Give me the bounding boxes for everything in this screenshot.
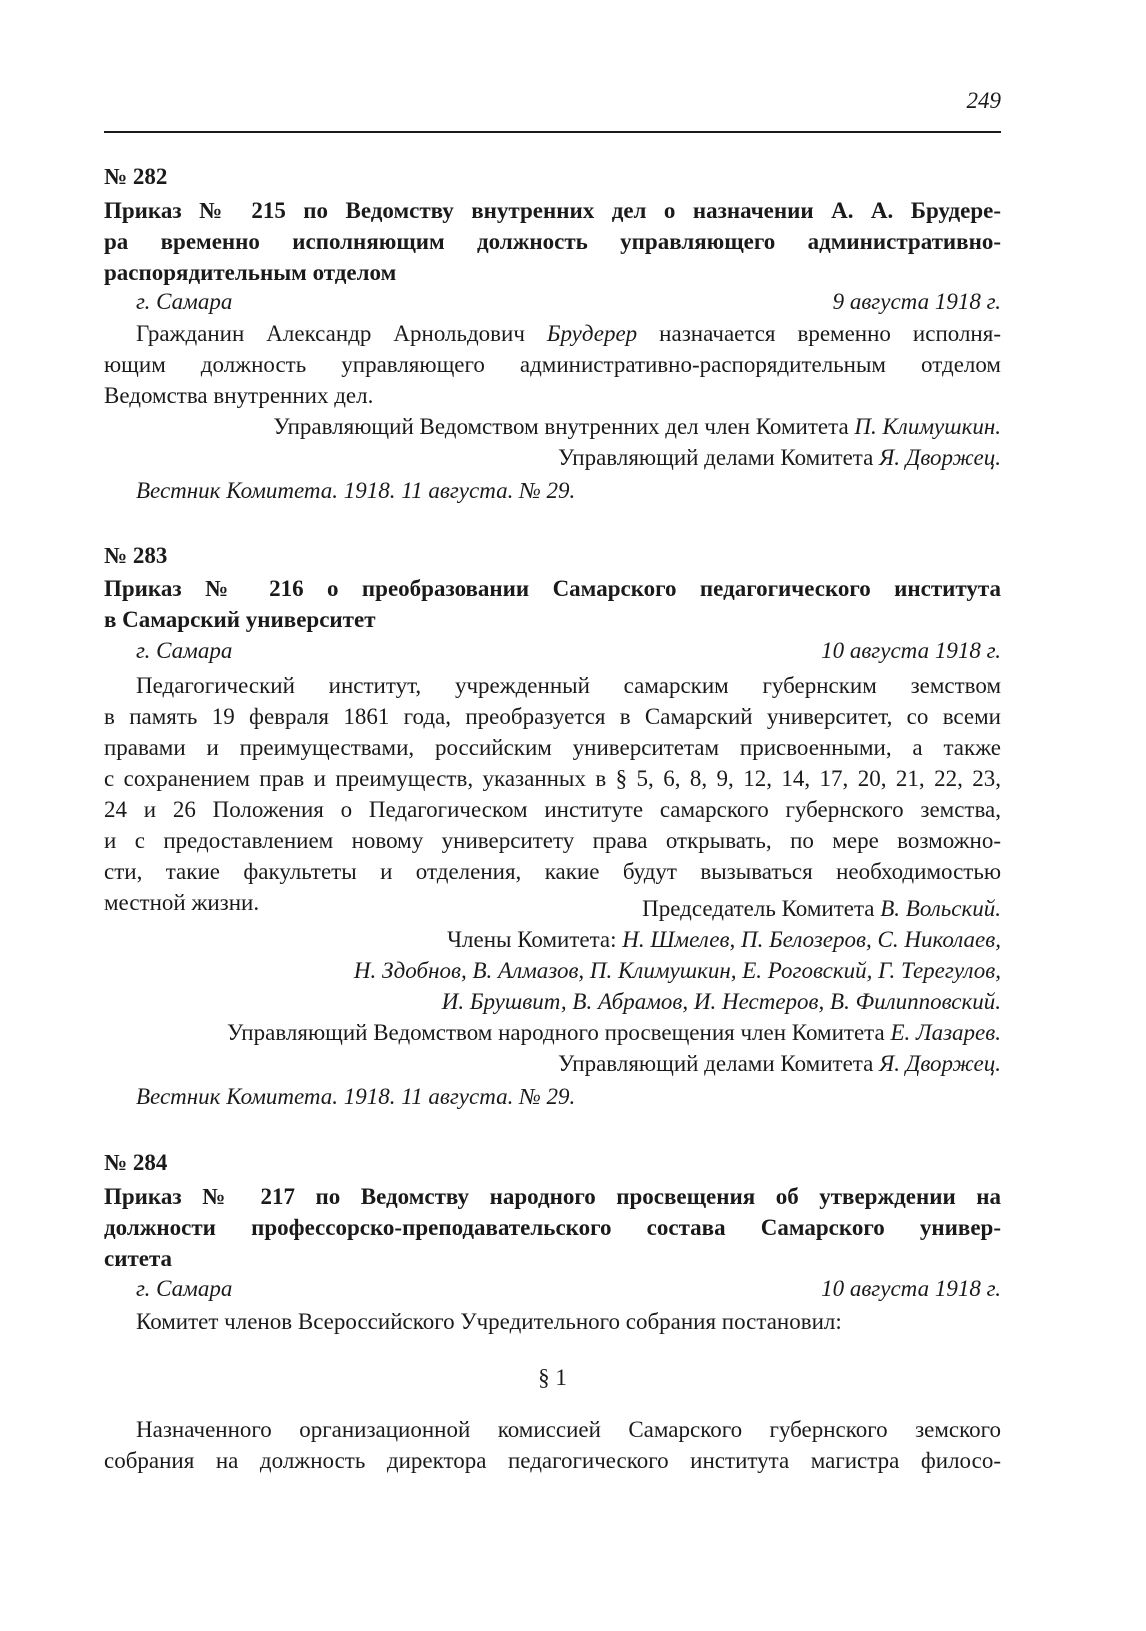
header-rule bbox=[104, 131, 1001, 133]
doc-282-source: Вестник Комитета. 1918. 11 августа. № 29. bbox=[136, 478, 576, 503]
date: 10 августа 1918 г. bbox=[821, 1276, 1001, 1301]
body-line: местной жизни. bbox=[104, 890, 260, 915]
date: 9 августа 1918 г. bbox=[832, 289, 1001, 314]
body-line: с сохранением прав и преимуществ, указанных в § 5, 6, 8, 9, 12, 14, 17, 20, 21, 22, 23, bbox=[104, 766, 1001, 791]
body-line: сти, такие факультеты и отделения, какие будут вызываться необходимостью bbox=[104, 859, 1001, 884]
doc-284-title bbox=[104, 1181, 1001, 1274]
title-line: ситета bbox=[104, 1246, 173, 1271]
doc-282-title bbox=[104, 195, 1001, 288]
doc-283-chair: Председатель Комитета В. Вольский. bbox=[642, 896, 1001, 921]
doc-283-members-3: И. Брушвит, В. Абрамов, И. Нестеров, В. Филипповский. bbox=[441, 989, 1001, 1014]
body-line: Назначенного организационной комиссией Самарского губернского земского bbox=[136, 1417, 1001, 1442]
doc-283-title bbox=[104, 573, 1001, 635]
body-line: 24 и 26 Положения о Педагогическом институте самарского губернского земства, bbox=[104, 797, 1001, 822]
body-line: правами и преимуществами, российским университетам присвоенными, а также bbox=[104, 735, 1001, 760]
title-line: распорядительным отделом bbox=[104, 260, 397, 285]
doc-283-members-2: Н. Здобнов, В. Алмазов, П. Климушкин, Е. Роговский, Г. Терегулов, bbox=[353, 958, 1001, 983]
body-line: в память 19 февраля 1861 года, преобразуется в Самарский университет, со всеми bbox=[104, 704, 1001, 729]
title-line: Приказ № 216 о преобразовании Самарского педагогического института bbox=[104, 576, 1001, 601]
date: 10 августа 1918 г. bbox=[821, 638, 1001, 663]
doc-283-members-1: Члены Комитета: Н. Шмелев, П. Белозеров, С. Николаев, bbox=[447, 927, 1001, 952]
place: г. Самара bbox=[136, 1276, 233, 1301]
doc-284-number: № 284 bbox=[104, 1150, 168, 1175]
body-line: Педагогический институт, учрежденный самарским губернским земством bbox=[136, 673, 1001, 698]
doc-282-number: № 282 bbox=[104, 164, 168, 189]
body-line: Ведомства внутренних дел. bbox=[104, 383, 374, 408]
doc-283-number: № 283 bbox=[104, 543, 168, 568]
title-line: Приказ № 215 по Ведомству внутренних дел о назначении А. А. Брудере- bbox=[104, 198, 1001, 223]
title-line: должности профессорско-преподавательского состава Самарского универ- bbox=[104, 1215, 1001, 1240]
body-line: ющим должность управляющего административно-распорядительным отделом bbox=[104, 352, 1001, 377]
doc-282-body bbox=[104, 318, 1001, 411]
doc-284-body bbox=[104, 1414, 1001, 1476]
place: г. Самара bbox=[136, 289, 233, 314]
doc-283-body bbox=[104, 670, 1001, 918]
doc-282-signature-1: Управляющий Ведомством внутренних дел член Комитета П. Климушкин. bbox=[273, 414, 1001, 439]
body-line: и с предоставлением новому университету права открывать, по мере возможно- bbox=[104, 828, 1001, 853]
body-line: собрания на должность директора педагогического института магистра филосо- bbox=[104, 1448, 1001, 1473]
title-line: Приказ № 217 по Ведомству народного просвещения об утверждении на bbox=[104, 1184, 1001, 1209]
title-line: в Самарский университет bbox=[104, 607, 376, 632]
doc-283-signature-1: Управляющий Ведомством народного просвещения член Комитета Е. Лазарев. bbox=[227, 1020, 1001, 1045]
doc-284-intro: Комитет членов Всероссийского Учредительного собрания постановил: bbox=[136, 1309, 842, 1334]
name-brudere: Брудерер bbox=[546, 321, 638, 346]
page-number: 249 bbox=[966, 88, 1001, 113]
doc-282-signature-2: Управляющий делами Комитета Я. Дворжец. bbox=[558, 445, 1001, 470]
doc-284-section-1: § 1 bbox=[538, 1365, 567, 1390]
doc-283-signature-2: Управляющий делами Комитета Я. Дворжец. bbox=[558, 1051, 1001, 1076]
doc-283-source: Вестник Комитета. 1918. 11 августа. № 29. bbox=[136, 1084, 576, 1109]
body-line: Гражданин Александр Арнольдович Брудерер назначается временно исполня- bbox=[136, 321, 1001, 346]
title-line: ра временно исполняющим должность управляющего административно- bbox=[104, 229, 1001, 254]
place: г. Самара bbox=[136, 638, 233, 663]
